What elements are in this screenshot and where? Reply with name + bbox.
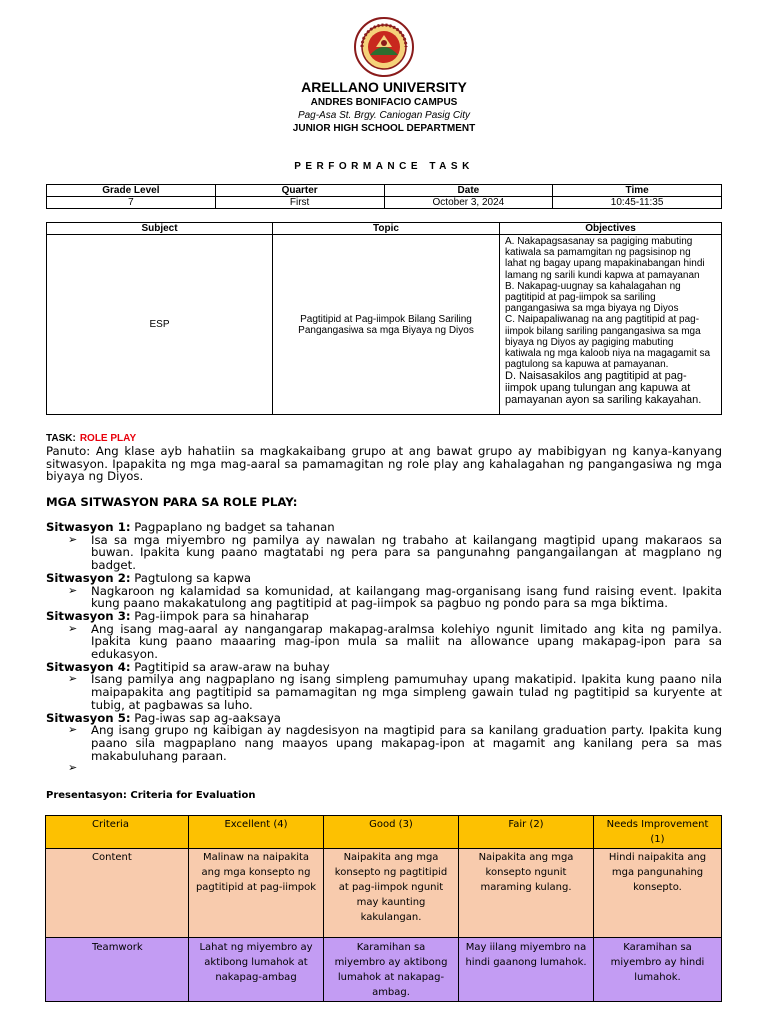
objective-line: pangangasiwa sa mga biyaya ng Diyos bbox=[505, 303, 679, 315]
document-type: PERFORMANCE TASK bbox=[294, 161, 474, 172]
date-value: October 3, 2024 bbox=[384, 197, 553, 209]
department-name: JUNIOR HIGH SCHOOL DEPARTMENT bbox=[292, 123, 476, 134]
header-grade-level: Grade Level bbox=[47, 185, 216, 197]
scenario-text: Isang pamilya ang nagpaplano ng isang simpleng pamumuhay upang makatipid. Ipakita kung paano nila maipapakita ang pagtitipid sa pamamagitan ng mga simpleng gawain tulad ng pagtitipid sa kuryente at tubig, at pagbawas sa luho. bbox=[91, 672, 722, 712]
instructions-paragraph: Panuto: Ang klase ayb hahatiin sa magkakaibang grupo at ang bawat grupo ay mabibigyan ng kanya-kanyang sitwasyon. Ipapakita ng mga mag-aaral sa pamamagitan ng role play ang kahalagahan ng pangangasiwa ng mga biyaya ng Diyos. bbox=[46, 444, 722, 484]
header-objectives: Objectives bbox=[500, 223, 722, 235]
rubric-cell: Hindi naipakita ang mga pangunahing konsepto. bbox=[594, 849, 722, 938]
scenario-label: Sitwasyon 2: bbox=[46, 570, 131, 585]
scenario-bullet bbox=[46, 534, 722, 572]
objectives-value bbox=[500, 235, 722, 415]
objective-line: katiwala ng mga kaloob niya na magagamit sa bbox=[505, 348, 711, 360]
quarter-value: First bbox=[215, 197, 384, 209]
header-topic: Topic bbox=[273, 223, 500, 235]
rubric-header-row bbox=[46, 816, 722, 849]
rubric-criteria: Teamwork bbox=[46, 938, 189, 1002]
campus-name: ANDRES BONIFACIO CAMPUS bbox=[310, 97, 458, 108]
rubric-cell: Karamihan sa miyembro ay hindi lumahok. bbox=[594, 938, 722, 1002]
objective-line: lahat ng bagay upang mapakinabangan hindi bbox=[505, 258, 705, 270]
university-seal-logo bbox=[354, 17, 414, 77]
rubric-row-teamwork bbox=[46, 938, 722, 1002]
scenario-title: Pag-iimpok para sa hinaharap bbox=[134, 608, 309, 623]
rubric-cell: May iilang miyembro na hindi gaanong lumahok. bbox=[459, 938, 594, 1002]
objective-line: pamayanan ayon sa sariling kakayahan. bbox=[505, 394, 702, 407]
task-label: TASK: bbox=[46, 433, 76, 444]
objective-line: iimpok bilang sariling pangangasiwa sa mga bbox=[505, 325, 701, 337]
arrow-bullet-icon: ➢ bbox=[68, 532, 78, 546]
rubric-cell: Lahat ng miyembro ay aktibong lumahok at nakapag-ambag bbox=[189, 938, 324, 1002]
scenario-title: Pag-iwas sap ag-aaksaya bbox=[134, 710, 281, 725]
header-time: Time bbox=[553, 185, 722, 197]
topic-line: Pangangasiwa sa mga Biyaya ng Diyos bbox=[298, 324, 474, 336]
arrow-bullet-icon: ➢ bbox=[68, 723, 78, 737]
rubric-header-excellent: Excellent (4) bbox=[189, 816, 324, 849]
scenarios-heading: MGA SITWASYON PARA SA ROLE PLAY: bbox=[46, 495, 298, 509]
arrow-bullet-icon: ➢ bbox=[68, 621, 78, 635]
grade-level-value: 7 bbox=[47, 197, 216, 209]
objective-line: pagtulong sa kapuwa at pamayanan. bbox=[505, 359, 669, 371]
campus-address: Pag-Asa St. Brgy. Caniogan Pasig City bbox=[297, 110, 471, 121]
rubric-table bbox=[45, 815, 722, 1002]
objective-line: biyaya ng Diyos ay pagiging mabuting bbox=[505, 336, 674, 348]
objective-line: pagtitipid at pag-iimpok sa sariling bbox=[505, 292, 656, 304]
scenario-title: Pagtulong sa kapwa bbox=[134, 570, 252, 585]
topic-value bbox=[273, 235, 500, 415]
rubric-cell: Malinaw na naipakita ang mga konsepto ng pagtitipid at pag-iimpok bbox=[189, 849, 324, 938]
presentation-heading: Presentasyon: Criteria for Evaluation bbox=[46, 790, 256, 801]
header-date: Date bbox=[384, 185, 553, 197]
scenario-bullet bbox=[46, 724, 722, 762]
class-info-table bbox=[46, 184, 722, 209]
objective-line: katiwala sa pamamgitan ng pagsisinop ng bbox=[505, 247, 691, 259]
subject-value: ESP bbox=[47, 235, 273, 415]
scenario-text: Ang isang mag-aaral ay nangangarap makapag-aralmsa kolehiyo ngunit limitado ang kita ng pamilya. Ipakita kung paano maaaring mag-ipon mula sa maliit na allowance upang makapag-ipon para sa edukasyon. bbox=[91, 621, 722, 662]
scenario-title: Pagtitipid sa araw-araw na buhay bbox=[134, 659, 330, 674]
task-value: ROLE PLAY bbox=[79, 433, 137, 444]
scenario-label: Sitwasyon 4: bbox=[46, 659, 131, 674]
objective-line: B. Nakapag-uugnay sa kahalagahan ng bbox=[505, 280, 681, 292]
scenarios-list bbox=[46, 521, 722, 775]
rubric-header-criteria: Criteria bbox=[46, 816, 189, 849]
scenario-bullet bbox=[46, 585, 722, 610]
scenario-title: Pagpaplano ng badget sa tahanan bbox=[134, 520, 335, 534]
scenario-label: Sitwasyon 3: bbox=[46, 608, 131, 623]
scenario-bullet bbox=[46, 623, 722, 661]
scenario-label: Sitwasyon 5: bbox=[46, 710, 131, 725]
arrow-bullet-icon: ➢ bbox=[68, 672, 78, 686]
subject-table bbox=[46, 222, 722, 415]
rubric-header-fair: Fair (2) bbox=[459, 816, 594, 849]
scenario-text: Isa sa mga miyembro ng pamilya ay nawalan ng trabaho at kailangang magtipid upang makaraos sa buwan. Ipakita kung paano magtatabi ng pera para sa pangunahng pangangailangan at magplano ng badget. bbox=[91, 532, 722, 573]
objective-line: C. Naipapaliwanag na ang pagtitipid at pag- bbox=[505, 314, 700, 326]
rubric-criteria: Content bbox=[46, 849, 189, 938]
rubric-header-good: Good (3) bbox=[324, 816, 459, 849]
objective-line: D. Naisasakilos ang pagtitipid at pag- bbox=[505, 370, 687, 383]
header-subject: Subject bbox=[47, 223, 273, 235]
rubric-cell: Naipakita ang mga konsepto ngunit maraming kulang. bbox=[459, 849, 594, 938]
arrow-bullet-icon: ➢ bbox=[68, 761, 78, 775]
objective-line: A. Nakapagsasanay sa pagiging mabuting bbox=[505, 236, 693, 247]
arrow-bullet-icon: ➢ bbox=[68, 583, 78, 597]
header-quarter: Quarter bbox=[215, 185, 384, 197]
topic-line: Pagtitipid at Pag-iimpok Bilang Sariling bbox=[300, 313, 472, 325]
rubric-cell: Naipakita ang mga konsepto ng pagtitipid at pag-iimpok ngunit may kaunting kakulangan. bbox=[324, 849, 459, 938]
university-name: ARELLANO UNIVERSITY bbox=[301, 79, 467, 95]
scenario-label: Sitwasyon 1: bbox=[46, 520, 131, 534]
time-value: 10:45-11:35 bbox=[553, 197, 722, 209]
objective-line: lamang ng sarili kundi kapwa at pamayanan bbox=[505, 269, 700, 281]
empty-bullet bbox=[46, 762, 722, 775]
rubric-header-needs-improvement: Needs Improvement (1) bbox=[594, 816, 722, 849]
objective-line: iimpok upang tulungan ang kapuwa at bbox=[505, 382, 691, 395]
scenario-text: Ang isang grupo ng kaibigan ay nagdesisyon na magtipid para sa kanilang graduation party. Ipakita kung paano sila magpaplano nang maayos upang makapag-ipon at magamit ang kanilang pera sa mas makabuluhang paraan. bbox=[91, 723, 722, 763]
rubric-cell: Karamihan sa miyembro ay aktibong lumahok at nakapag-ambag. bbox=[324, 938, 459, 1002]
rubric-row-content bbox=[46, 849, 722, 938]
scenario-text: Nagkaroon ng kalamidad sa komunidad, at kailangang mag-organisang isang fund raising event. Ipakita kung paano makakatulong ang pagtitipid at pag-iimpok sa pagbuo ng pondo para sa mga biktima. bbox=[91, 583, 722, 611]
scenario-bullet bbox=[46, 673, 722, 711]
